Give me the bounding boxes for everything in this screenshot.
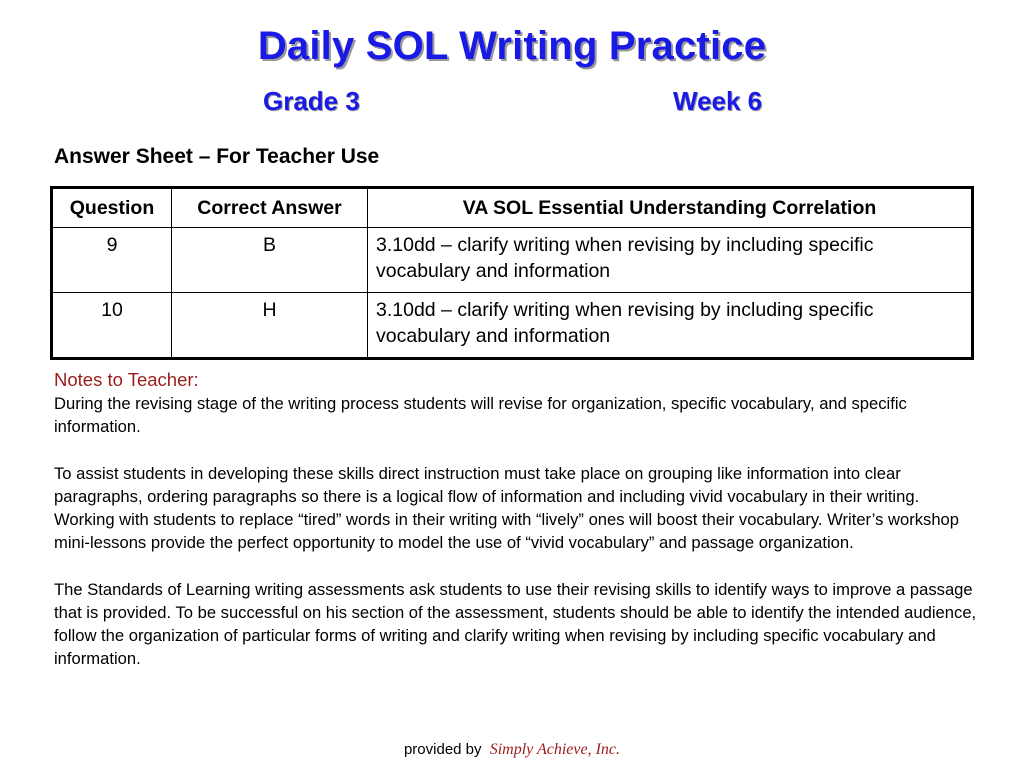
column-header-correlation: VA SOL Essential Understanding Correlation [368, 188, 973, 228]
correlation-cell: 3.10dd – clarify writing when revising by including specific vocabulary and information [368, 293, 973, 359]
answer-cell: H [172, 293, 368, 359]
week-label: Week 6 [673, 86, 763, 116]
page-title: Daily SOL Writing Practice [257, 24, 767, 68]
answer-sheet-heading: Answer Sheet – For Teacher Use [54, 145, 380, 168]
answer-cell: B [172, 228, 368, 293]
question-cell: 9 [52, 228, 172, 293]
footer-credit [0, 741, 1024, 759]
notes-paragraph: The Standards of Learning writing assessments ask students to use their revising skills to identify ways to improve a passage that is provided. To be successful on his section of the assessment, students should be able to identify the intended audience, follow the organization of particular forms of writing and clarify writing when revising by including specific vocabulary and information. [54, 579, 977, 669]
column-header-correct-answer: Correct Answer [172, 188, 368, 228]
teacher-notes [54, 368, 984, 694]
notes-paragraph: During the revising stage of the writing process students will revise for organization, specific vocabulary, and specific information. [54, 394, 907, 437]
correlation-cell: 3.10dd – clarify writing when revising by including specific vocabulary and information [368, 228, 973, 293]
brand-name: Simply Achieve, Inc. [489, 741, 621, 758]
column-header-question: Question [52, 188, 172, 228]
notes-heading: Notes to Teacher: [54, 369, 199, 390]
footer-prefix: provided by [403, 741, 482, 758]
table-row [52, 228, 973, 293]
notes-paragraph: To assist students in developing these skills direct instruction must take place on grouping like information into clear paragraphs, ordering paragraphs so there is a logical flow of information and including vivid vocabulary in their writing. Working with students to replace “tired” words in their writing with “lively” ones will boost their vocabulary. Writer’s workshop mini-lessons provide the perfect opportunity to model the use of “vivid vocabulary” and passage organization. [54, 463, 960, 553]
table-header-row [52, 188, 973, 228]
table-row [52, 293, 973, 359]
question-cell: 10 [52, 293, 172, 359]
grade-label: Grade 3 [263, 86, 360, 116]
answer-table [50, 186, 974, 360]
